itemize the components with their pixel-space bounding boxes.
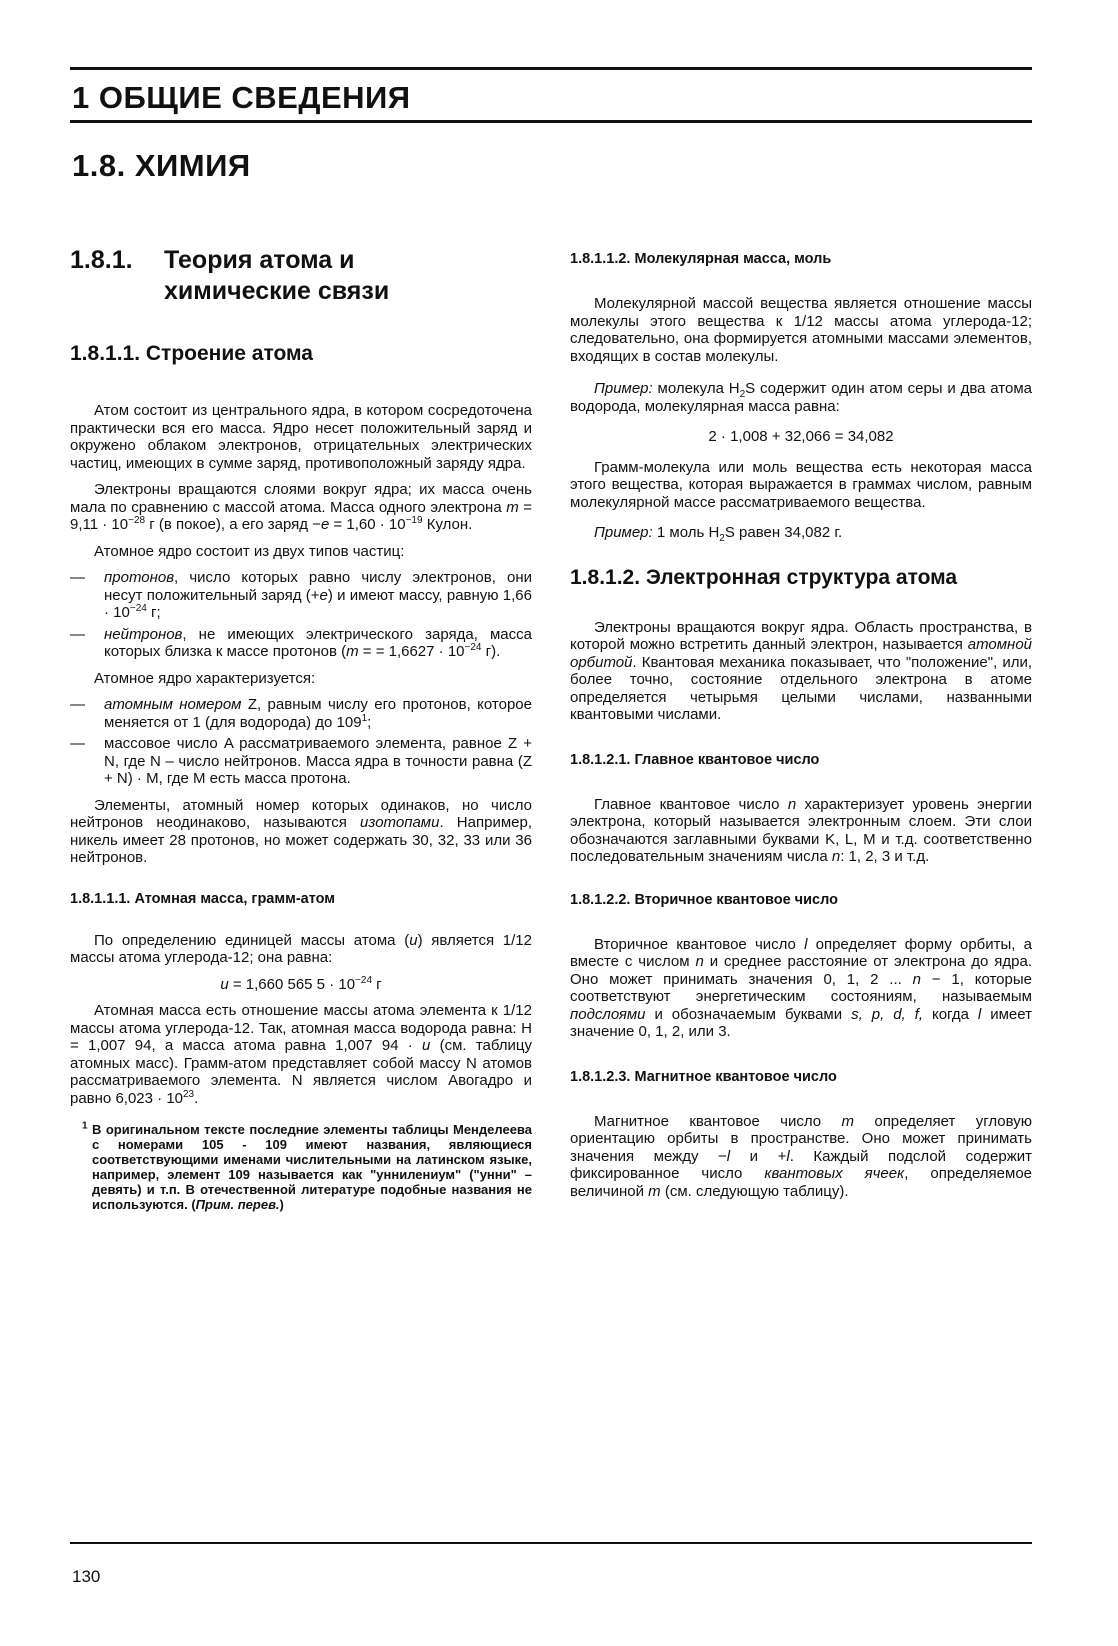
paragraph-nucleus: Атомное ядро состоит из двух типов частиц: [94,542,405,560]
formula-atom-mass-unit: u = 1,660 565 $5 \cdot 10^{-24}$ г [220,974,382,993]
paragraph-magnetic-qn: Магнитное квантовое число m определяет угловую ориентацию орбиты в пространстве. Оно может принимать значения между −l и +l. Каждый подслой содержит фиксированное число квантовых ячеек, определяемое величиной m (см. следующую таблицу). [570,1112,1033,1200]
footnote: $^1$ В оригинальном тексте последние элементы таблицы Менделеева с номерами 105 - 109 имеют названия, являющиеся соответствующими именами числительными на латинском языке, например, элемент 109 называется как "уннилениум" ("унни" – девять) и т.п. В отечественной литературе подобные названия не используются. (Прим. перев.) [82,1120,532,1212]
top-rule [70,67,1032,70]
paragraph-secondary-qn: Вторичное квантовое число l определяет форму орбиты, а вместе с числом n и среднее расстояние от электрона до ядра. Оно может принимать значения 0, 1, 2 ... n − 1, которые соответствуют энергетическим состояниям, называемым подслоями и обозначаемым буквами s, p, d, f, когда l имеет значение 0, 1, 2, или 3. [570,935,1032,1040]
list-item-protons: — протонов, число которых равно числу электронов, они несут положительный заряд (+e) и имеют массу, равную $1,66 \cdot 10^{-24}$ г; [70,569,532,622]
heading-1-8-1-1-2: 1.8.1.1.2. Молекулярная масса, моль [570,251,832,267]
formula-molecular-mass: 2 · 1,008 + 32,066 = 34,082 [708,428,894,445]
paragraph-isotopes: Элементы, атомный номер которых одинаков, но число нейтронов неодинаково, называются изотопами. Например, никель имеет 28 протонов, но может содержать 30, 32, 33 или 36 нейтронов. [70,796,532,866]
paragraph-principal-qn: Главное квантовое число n характеризует уровень энергии электрона, который называется электронным слоем. Эти слои обозначаются заглавными буквами K, L, M и т.д. соответственно последовательным значениям числа n: 1, 2, 3 и т.д. [570,795,1032,865]
paragraph-example-h2s: Пример: молекула $H_2S$ содержит один атом серы и два атома водорода, молекулярная масса равна: [570,380,1033,415]
left-column [70,245,532,1212]
paragraph-nucleus-char: Атомное ядро характеризуется: [94,669,316,687]
paragraph-atom-mass-unit: По определению единицей массы атома (u) является 1/12 массы атома углерода-12; она равна: [70,931,532,966]
particle-list [70,569,532,661]
paragraph-example-mole: Пример: 1 моль $H_2S$ равен 34,082 г. [594,524,843,544]
heading-1-8-1-2-2: 1.8.1.2.2. Вторичное квантовое число [570,891,838,908]
heading-1-8-1-1-1: 1.8.1.1.1. Атомная масса, грамм-атом [70,890,336,907]
paragraph-electrons: Электроны вращаются слоями вокруг ядра; их масса очень мала по сравнению с массой атома. Масса одного электрона $m = 9,11 \cdot 10^{-28}$ г (в покое), а его заряд $-e = 1,60 \cdot 10^{-19}$ Кулон. [70,481,532,533]
chapter-rule [70,120,1032,123]
heading-1-8-1-1: 1.8.1.1. Строение атома [70,342,313,365]
page-number: 130 [72,1567,101,1586]
list-item-neutrons: — нейтронов, не имеющих электрического заряда, масса которых близка к массе протонов (m = = $1,6627 \cdot 10^{-24}$ г). [70,626,532,661]
list-item-mass-number: — массовое число A рассматриваемого элемента, равное Z + N, где N – число нейтронов. Масса ядра в точности равна (Z + N) · M, где M есть масса протона. [70,735,532,788]
nucleus-list [70,696,532,788]
heading-1-8-1-2: 1.8.1.2. Электронная структура атома [570,565,958,589]
heading-1-8-1-2-3: 1.8.1.2.3. Магнитное квантовое число [570,1068,837,1085]
paragraph-atom-structure: Атом состоит из центрального ядра, в котором сосредоточена практически вся его масса. Ядро несет положительный заряд и окружено облаком электронов, отрицательных электрических частиц, имеющих в сумме заряд, противоположный заряду ядра. [70,402,532,472]
paragraph-atomic-mass: Атомная масса есть отношение массы атома элемента к 1/12 массы атома углерода-12. Так, атомная масса водорода равна: H = 1,007 94, а масса атома равна 1,007 94 · u (см. таблицу атомных масс). Грамм-атом представляет собой массу N атомов рассматриваемого элемента. N является числом Авогадро и равно $6,023 \cdot 10^{23}$. [70,1002,532,1107]
chapter-title: 1 ОБЩИЕ СВЕДЕНИЯ [72,80,411,115]
paragraph-molecular-mass: Молекулярной массой вещества является отношение массы молекулы этого вещества к 1/12 массы атома углерода-12; следовательно, она формируется атомными массами элементов, входящих в состав молекулы. [570,295,1032,365]
paragraph-electron-structure: Электроны вращаются вокруг ядра. Область пространства, в которой можно встретить данный электрон, называется атомной орбитой. Квантовая механика показывает, что "положение", или, более точно, состояние отдельного электрона в атоме определяется четырьмя целыми числами, названными квантовыми числами. [570,618,1032,723]
heading-1-8-1: 1.8.1. Теория атома и химические связи [70,246,390,305]
paragraph-mole: Грамм-молекула или моль вещества есть некоторая масса этого вещества, которая выражается в граммах числом, равным молекулярной массе рассматриваемого вещества. [570,458,1032,511]
section-title: 1.8. ХИМИЯ [72,148,251,183]
right-column [570,250,1032,1209]
bottom-rule [70,1542,1032,1544]
list-item-atomic-number: — атомным номером Z, равным числу его протонов, которое меняется от 1 (для водорода) до $109^1$; [70,696,532,731]
heading-1-8-1-2-1: 1.8.1.2.1. Главное квантовое число [570,751,820,768]
